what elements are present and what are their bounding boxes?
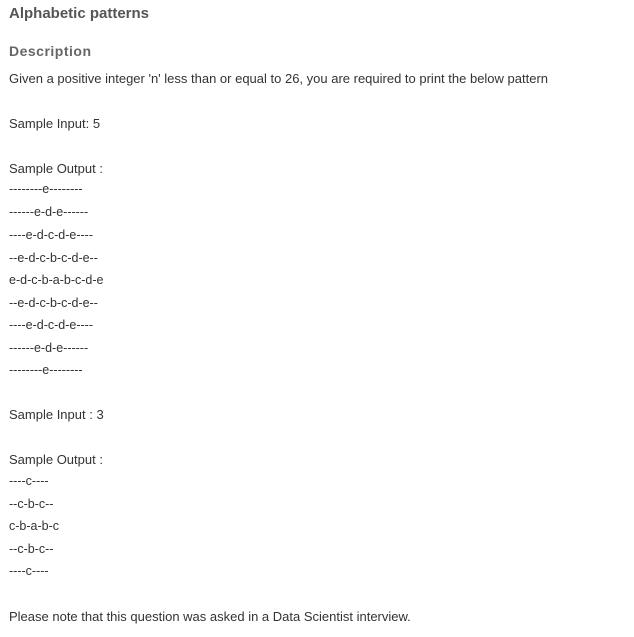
pattern-1-line: ------e-d-e------ [9,341,89,355]
pattern-2-line: --c-b-c-- [9,542,54,556]
pattern-2-line: c-b-a-b-c [9,519,60,533]
pattern-1-line: ----e-d-c-d-e---- [9,228,94,242]
sample-output-2-label: Sample Output : [9,452,103,467]
pattern-2-line: ----c---- [9,474,49,488]
pattern-1-line: --------e-------- [9,182,83,196]
pattern-1-line: e-d-c-b-a-b-c-d-e [9,273,104,287]
description-text: Given a positive integer 'n' less than or equal to 26, you are required to print the below pattern [9,71,549,86]
pattern-1-line: --e-d-c-b-c-d-e-- [9,296,98,310]
sample-input-1-label: Sample Input: 5 [9,116,101,131]
pattern-1-line: ------e-d-e------ [9,205,89,219]
pattern-2-line: ----c---- [9,564,49,578]
pattern-2-line: --c-b-c-- [9,497,54,511]
pattern-1-line: --------e-------- [9,363,83,377]
page-title: Alphabetic patterns [9,5,150,22]
interview-note: Please note that this question was asked in a Data Scientist interview. [9,609,411,624]
sample-input-2-label: Sample Input : 3 [9,407,104,422]
pattern-1-line: --e-d-c-b-c-d-e-- [9,251,98,265]
sample-output-1-label: Sample Output : [9,161,103,176]
pattern-1-line: ----e-d-c-d-e---- [9,318,94,332]
description-heading: Description [9,43,92,59]
